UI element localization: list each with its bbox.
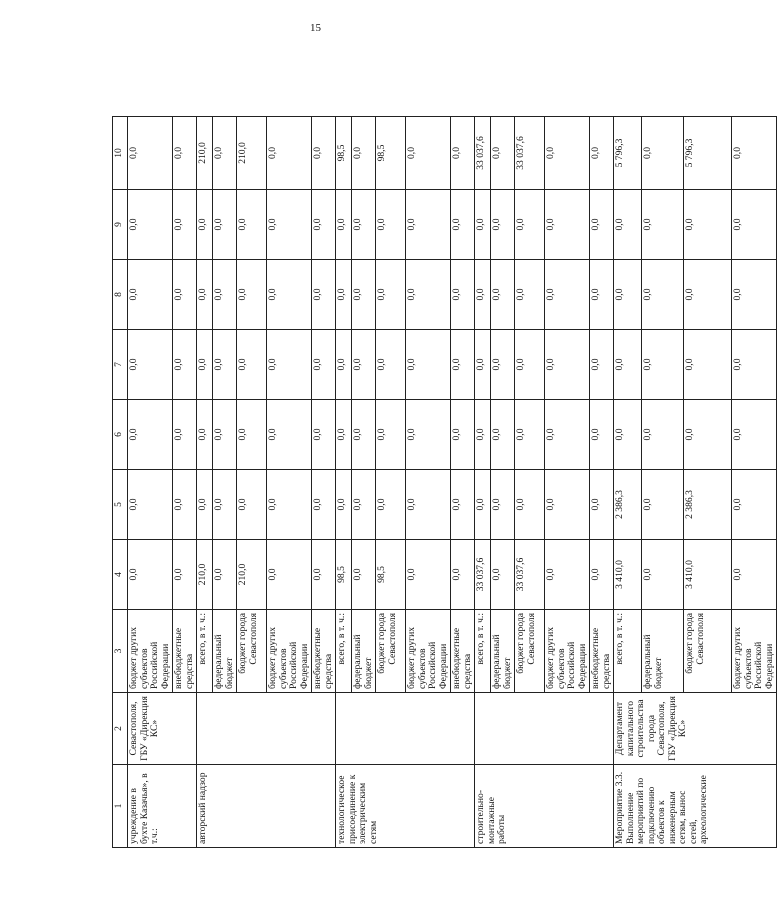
funding-source-cell: бюджет города Севастополя <box>684 610 732 693</box>
value-cell: 0,0 <box>128 400 173 470</box>
executor-cell <box>197 693 336 765</box>
value-cell: 0,0 <box>515 330 545 400</box>
value-cell: 210,0 <box>237 540 267 610</box>
value-cell: 0,0 <box>267 117 312 190</box>
value-cell: 0,0 <box>197 330 213 400</box>
value-cell: 0,0 <box>312 260 336 330</box>
value-cell: 0,0 <box>684 190 732 260</box>
value-cell: 0,0 <box>642 540 684 610</box>
value-cell: 0,0 <box>475 190 491 260</box>
header-cell: 9 <box>113 190 128 260</box>
value-cell: 0,0 <box>197 400 213 470</box>
value-cell: 0,0 <box>545 330 590 400</box>
value-cell: 0,0 <box>451 540 475 610</box>
value-cell: 0,0 <box>642 330 684 400</box>
value-cell: 0,0 <box>173 117 197 190</box>
funding-source-cell: всего, в т. ч.: <box>475 610 491 693</box>
value-cell: 0,0 <box>406 330 451 400</box>
value-cell: 33 037,6 <box>515 540 545 610</box>
value-cell: 0,0 <box>312 540 336 610</box>
value-cell: 0,0 <box>642 190 684 260</box>
value-cell: 0,0 <box>352 190 376 260</box>
value-cell: 0,0 <box>406 400 451 470</box>
value-cell: 0,0 <box>352 400 376 470</box>
value-cell: 0,0 <box>237 400 267 470</box>
value-cell: 0,0 <box>590 470 614 540</box>
header-cell: 5 <box>113 470 128 540</box>
value-cell: 0,0 <box>614 330 642 400</box>
activity-name-cell: Мероприятие 3.3. Выполнение мероприятий по подключению объектов к инженерным сетям, вынос сетей, археологические <box>614 765 777 848</box>
value-cell: 0,0 <box>642 117 684 190</box>
header-cell: 3 <box>113 610 128 693</box>
value-cell: 0,0 <box>732 540 777 610</box>
table-row <box>197 117 213 848</box>
value-cell: 0,0 <box>213 540 237 610</box>
value-cell: 0,0 <box>267 330 312 400</box>
value-cell: 0,0 <box>376 330 406 400</box>
value-cell: 0,0 <box>642 400 684 470</box>
funding-source-cell: федеральный бюджет <box>491 610 515 693</box>
value-cell: 0,0 <box>237 260 267 330</box>
value-cell: 0,0 <box>352 117 376 190</box>
value-cell: 0,0 <box>173 400 197 470</box>
value-cell: 0,0 <box>545 190 590 260</box>
executor-cell <box>475 693 614 765</box>
value-cell: 33 037,6 <box>515 117 545 190</box>
value-cell: 0,0 <box>237 330 267 400</box>
value-cell: 0,0 <box>376 190 406 260</box>
value-cell: 0,0 <box>352 330 376 400</box>
value-cell: 0,0 <box>491 260 515 330</box>
header-cell: 10 <box>113 117 128 190</box>
header-row <box>113 117 128 848</box>
funding-source-cell: федеральный бюджет <box>642 610 684 693</box>
value-cell: 2 386,3 <box>684 470 732 540</box>
activity-name-cell: авторский надзор <box>197 765 336 848</box>
value-cell: 0,0 <box>213 470 237 540</box>
value-cell: 3 410,0 <box>684 540 732 610</box>
funding-source-cell: бюджет города Севастополя <box>515 610 545 693</box>
value-cell: 0,0 <box>515 400 545 470</box>
funding-source-cell: федеральный бюджет <box>213 610 237 693</box>
activity-name-cell: технологическое присоединение к электрическим сетям <box>336 765 475 848</box>
value-cell: 0,0 <box>312 400 336 470</box>
value-cell: 0,0 <box>376 470 406 540</box>
rotated-table-wrapper <box>112 117 775 848</box>
value-cell: 0,0 <box>684 400 732 470</box>
value-cell: 0,0 <box>376 400 406 470</box>
value-cell: 0,0 <box>491 400 515 470</box>
value-cell: 0,0 <box>267 540 312 610</box>
funding-source-cell: внебюджетные средства <box>173 610 197 693</box>
value-cell: 0,0 <box>614 190 642 260</box>
activity-name-cell: строительно-монтажные работы <box>475 765 614 848</box>
funding-source-cell: бюджет других субъектов Российской Федерации <box>267 610 312 693</box>
value-cell: 0,0 <box>684 330 732 400</box>
value-cell: 0,0 <box>590 540 614 610</box>
value-cell: 0,0 <box>545 540 590 610</box>
value-cell: 0,0 <box>213 190 237 260</box>
value-cell: 0,0 <box>197 260 213 330</box>
funding-source-cell: всего, в т. ч.: <box>336 610 352 693</box>
value-cell: 0,0 <box>732 330 777 400</box>
funding-source-cell: бюджет других субъектов Российской Федерации <box>128 610 173 693</box>
header-cell: 6 <box>113 400 128 470</box>
value-cell: 0,0 <box>590 117 614 190</box>
value-cell: 0,0 <box>545 117 590 190</box>
funding-source-cell: бюджет города Севастополя <box>237 610 267 693</box>
value-cell: 0,0 <box>642 260 684 330</box>
value-cell: 0,0 <box>642 470 684 540</box>
value-cell: 0,0 <box>732 117 777 190</box>
value-cell: 0,0 <box>173 190 197 260</box>
value-cell: 98,5 <box>336 540 352 610</box>
value-cell: 33 037,6 <box>475 540 491 610</box>
value-cell: 0,0 <box>491 190 515 260</box>
value-cell: 0,0 <box>732 470 777 540</box>
value-cell: 0,0 <box>406 190 451 260</box>
value-cell: 0,0 <box>406 470 451 540</box>
value-cell: 0,0 <box>173 330 197 400</box>
table-row <box>614 117 642 848</box>
value-cell: 0,0 <box>128 260 173 330</box>
value-cell: 5 796,3 <box>614 117 642 190</box>
value-cell: 0,0 <box>406 117 451 190</box>
value-cell: 0,0 <box>614 260 642 330</box>
funding-source-cell: всего, в т. ч.: <box>614 610 642 693</box>
value-cell: 0,0 <box>732 190 777 260</box>
value-cell: 0,0 <box>197 470 213 540</box>
value-cell: 0,0 <box>590 190 614 260</box>
table-body <box>113 117 777 848</box>
value-cell: 0,0 <box>684 260 732 330</box>
value-cell: 0,0 <box>590 400 614 470</box>
value-cell: 0,0 <box>336 470 352 540</box>
value-cell: 0,0 <box>213 117 237 190</box>
value-cell: 33 037,6 <box>475 117 491 190</box>
value-cell: 0,0 <box>237 190 267 260</box>
value-cell: 0,0 <box>406 260 451 330</box>
funding-source-cell: всего, в т. ч.: <box>197 610 213 693</box>
value-cell: 0,0 <box>515 470 545 540</box>
funding-source-cell: внебюджетные средства <box>590 610 614 693</box>
value-cell: 0,0 <box>491 540 515 610</box>
value-cell: 0,0 <box>213 400 237 470</box>
value-cell: 0,0 <box>352 470 376 540</box>
activity-name-cell: учреждение в бухте Казачья», в т.ч.: <box>128 765 197 848</box>
table-row <box>475 117 491 848</box>
budget-table <box>112 116 777 848</box>
value-cell: 0,0 <box>451 260 475 330</box>
value-cell: 0,0 <box>352 540 376 610</box>
value-cell: 0,0 <box>451 117 475 190</box>
value-cell: 0,0 <box>475 400 491 470</box>
value-cell: 0,0 <box>128 190 173 260</box>
value-cell: 0,0 <box>336 400 352 470</box>
value-cell: 0,0 <box>312 330 336 400</box>
value-cell: 0,0 <box>312 117 336 190</box>
funding-source-cell: федеральный бюджет <box>352 610 376 693</box>
value-cell: 0,0 <box>213 330 237 400</box>
value-cell: 0,0 <box>312 470 336 540</box>
value-cell: 0,0 <box>312 190 336 260</box>
header-cell: 1 <box>113 765 128 848</box>
value-cell: 98,5 <box>376 117 406 190</box>
executor-cell: Севастополя, ГБУ «Дирекция КС» <box>128 693 197 765</box>
value-cell: 0,0 <box>590 330 614 400</box>
value-cell: 0,0 <box>491 330 515 400</box>
value-cell: 98,5 <box>336 117 352 190</box>
value-cell: 0,0 <box>545 400 590 470</box>
value-cell: 0,0 <box>173 540 197 610</box>
funding-source-cell: бюджет города Севастополя <box>376 610 406 693</box>
value-cell: 0,0 <box>475 330 491 400</box>
value-cell: 2 386,3 <box>614 470 642 540</box>
value-cell: 0,0 <box>336 260 352 330</box>
table-row <box>128 117 173 848</box>
value-cell: 0,0 <box>732 400 777 470</box>
value-cell: 0,0 <box>491 470 515 540</box>
value-cell: 0,0 <box>128 330 173 400</box>
header-cell: 8 <box>113 260 128 330</box>
value-cell: 0,0 <box>267 260 312 330</box>
value-cell: 0,0 <box>197 190 213 260</box>
value-cell: 0,0 <box>545 260 590 330</box>
value-cell: 0,0 <box>515 190 545 260</box>
funding-source-cell: бюджет других субъектов Российской Федерации <box>406 610 451 693</box>
header-cell: 4 <box>113 540 128 610</box>
value-cell: 0,0 <box>451 190 475 260</box>
value-cell: 0,0 <box>451 330 475 400</box>
value-cell: 0,0 <box>173 260 197 330</box>
value-cell: 0,0 <box>352 260 376 330</box>
value-cell: 0,0 <box>590 260 614 330</box>
value-cell: 0,0 <box>267 400 312 470</box>
value-cell: 0,0 <box>173 470 197 540</box>
value-cell: 210,0 <box>197 540 213 610</box>
value-cell: 0,0 <box>515 260 545 330</box>
header-cell: 7 <box>113 330 128 400</box>
value-cell: 0,0 <box>406 540 451 610</box>
value-cell: 210,0 <box>237 117 267 190</box>
value-cell: 0,0 <box>336 190 352 260</box>
value-cell: 98,5 <box>376 540 406 610</box>
value-cell: 0,0 <box>475 260 491 330</box>
funding-source-cell: бюджет других субъектов Российской Федерации <box>732 610 777 693</box>
value-cell: 0,0 <box>491 117 515 190</box>
value-cell: 0,0 <box>267 470 312 540</box>
value-cell: 0,0 <box>614 400 642 470</box>
value-cell: 0,0 <box>128 117 173 190</box>
value-cell: 0,0 <box>237 470 267 540</box>
value-cell: 5 796,3 <box>684 117 732 190</box>
value-cell: 0,0 <box>732 260 777 330</box>
value-cell: 0,0 <box>545 470 590 540</box>
value-cell: 0,0 <box>267 190 312 260</box>
value-cell: 0,0 <box>213 260 237 330</box>
funding-source-cell: внебюджетные средства <box>451 610 475 693</box>
funding-source-cell: внебюджетные средства <box>312 610 336 693</box>
value-cell: 3 410,0 <box>614 540 642 610</box>
value-cell: 0,0 <box>475 470 491 540</box>
value-cell: 0,0 <box>451 400 475 470</box>
value-cell: 0,0 <box>376 260 406 330</box>
executor-cell: Департамент капитального строительства города Севастополя, ГБУ «Дирекция КС» <box>614 693 777 765</box>
table-row <box>336 117 352 848</box>
value-cell: 0,0 <box>336 330 352 400</box>
value-cell: 210,0 <box>197 117 213 190</box>
value-cell: 0,0 <box>128 540 173 610</box>
executor-cell <box>336 693 475 765</box>
header-cell: 2 <box>113 693 128 765</box>
funding-source-cell: бюджет других субъектов Российской Федерации <box>545 610 590 693</box>
value-cell: 0,0 <box>451 470 475 540</box>
page-number: 15 <box>310 22 321 34</box>
value-cell: 0,0 <box>128 470 173 540</box>
